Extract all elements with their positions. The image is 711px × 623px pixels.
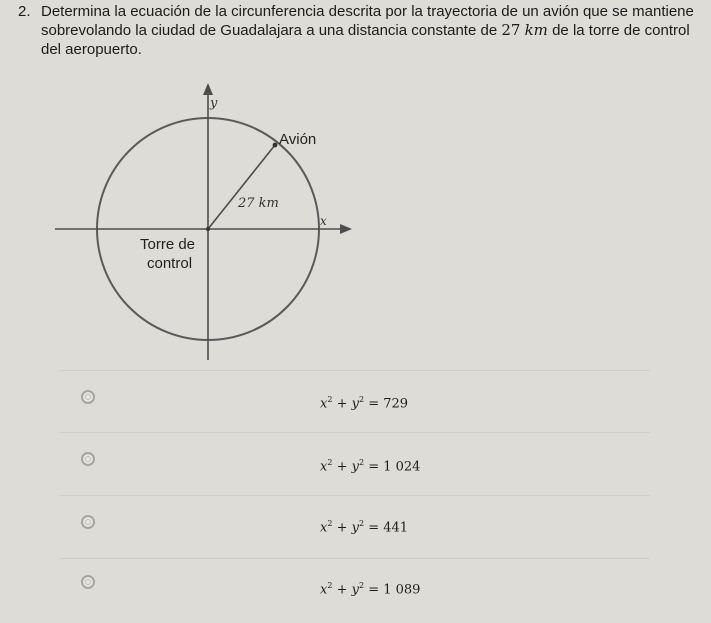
- option-4[interactable]: [0, 563, 711, 623]
- y-axis-arrow-icon: [203, 83, 213, 95]
- question: [18, 2, 708, 59]
- plane-label: Avión: [279, 131, 317, 148]
- y-axis-label: y: [210, 96, 218, 111]
- option-equation: $x^2 + y^2 = 441$: [320, 519, 409, 536]
- option-equation: $x^2 + y^2 = 729$: [320, 395, 409, 412]
- option-2[interactable]: [0, 441, 711, 501]
- tower-label-line2: control: [147, 255, 193, 272]
- divider: [60, 370, 650, 371]
- divider: [60, 495, 650, 496]
- question-text-end: de la torre de control del aeropuerto.: [41, 22, 690, 58]
- option-1[interactable]: [0, 378, 711, 438]
- option-equation: $x^2 + y^2 = 1$ 024: [320, 458, 421, 475]
- question-number: 2.: [18, 3, 31, 20]
- radio-button-icon[interactable]: [81, 390, 95, 404]
- option-equation: $x^2 + y^2 = 1$ 089: [320, 581, 421, 598]
- plane-point: [273, 143, 278, 148]
- question-text-start: Determina la ecuación de la circunferencia descrita por la trayectoria de un avión que se mantiene sobrevolando la ciudad de Guadalajara a una distancia constante de: [41, 3, 694, 39]
- circle-diagram: [0, 78, 711, 368]
- x-axis-arrow-icon: [340, 224, 352, 234]
- divider: [60, 432, 650, 433]
- tower-label-line1: Torre de: [140, 236, 196, 253]
- radio-button-icon[interactable]: [81, 575, 95, 589]
- divider: [60, 558, 650, 559]
- option-3[interactable]: [0, 504, 711, 564]
- tower-point: [206, 227, 210, 231]
- x-axis-label: x: [320, 214, 327, 228]
- question-distance-unit: km: [524, 21, 548, 39]
- question-distance-value: 27: [501, 21, 521, 39]
- question-text: [41, 2, 708, 59]
- radius-line: [208, 145, 275, 229]
- radio-button-icon[interactable]: [81, 452, 95, 466]
- radio-button-icon[interactable]: [81, 515, 95, 529]
- radius-label: 27 km: [238, 196, 279, 211]
